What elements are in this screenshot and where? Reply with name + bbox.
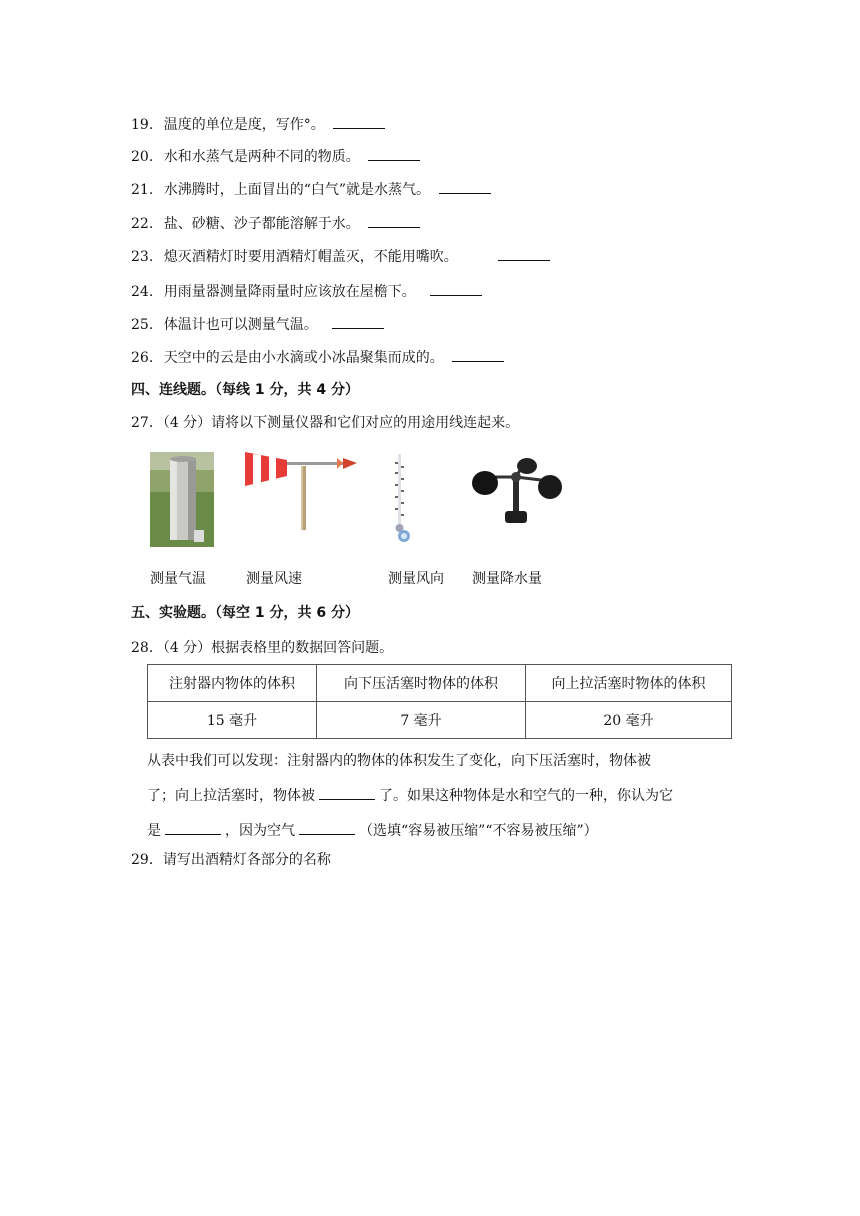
answer-text: 了；向上拉活塞时，物体被 (147, 788, 315, 804)
question-19 (131, 116, 385, 134)
caption-temperature: 测量气温 (150, 571, 206, 587)
answer-blank[interactable] (439, 181, 491, 194)
table-header-cell: 向下压活塞时物体的体积 (317, 665, 526, 702)
caption-precipitation: 测量降水量 (472, 571, 542, 587)
windsock-image[interactable] (243, 448, 359, 532)
caption-wind-direction: 测量风向 (388, 571, 444, 587)
question-number: 24. (131, 284, 154, 300)
answer-text: 是 (147, 823, 161, 839)
question-number: 19. (131, 117, 154, 133)
rain-gauge-image[interactable] (150, 452, 214, 547)
windsock-icon (243, 448, 359, 532)
answer-blank[interactable] (319, 787, 375, 800)
rain-gauge-icon (150, 452, 214, 547)
anemometer-icon (471, 457, 563, 527)
answer-line-1: 从表中我们可以发现：注射器内的物体的体积发生了变化，向下压活塞时，物体被 (147, 753, 651, 769)
section-title-experiment: 五、实验题。（每空 1 分，共 6 分） (131, 605, 359, 621)
table-cell: 20 毫升 (526, 702, 732, 739)
question-22 (131, 215, 420, 233)
answer-text: 了。如果这种物体是水和空气的一种，你认为它 (379, 788, 673, 804)
answer-blank[interactable] (430, 283, 482, 296)
question-26 (131, 349, 504, 367)
table-header-cell: 向上拉活塞时物体的体积 (526, 665, 732, 702)
question-text: 体温计也可以测量气温。 (163, 317, 318, 333)
caption-wind-speed: 测量风速 (246, 571, 302, 587)
answer-blank[interactable] (452, 349, 504, 362)
question-text: 熄灭酒精灯时要用酒精灯帽盖灭，不能用嘴吹。 (163, 249, 458, 265)
answer-blank[interactable] (368, 148, 420, 161)
answer-blank[interactable] (333, 116, 385, 129)
question-number: 23. (131, 249, 154, 265)
table-cell: 7 毫升 (317, 702, 526, 739)
answer-blank[interactable] (165, 822, 221, 835)
answer-line-2 (147, 779, 737, 814)
answer-text: （选填“容易被压缩”“不容易被压缩”） (359, 823, 598, 839)
table-cell: 15 毫升 (148, 702, 317, 739)
thermometer-image[interactable] (386, 452, 414, 544)
table-row (148, 702, 732, 739)
question-number: 25. (131, 317, 154, 333)
question-25 (131, 316, 384, 334)
answer-blank[interactable] (368, 215, 420, 228)
section-title-matching: 四、连线题。（每线 1 分，共 4 分） (131, 382, 359, 398)
answer-text: ，因为空气 (225, 823, 295, 839)
answer-paragraph (147, 744, 737, 849)
question-number: 22. (131, 216, 154, 232)
thermometer-icon (386, 452, 414, 544)
question-text: 水和水蒸气是两种不同的物质。 (163, 149, 360, 165)
question-23 (131, 248, 550, 266)
question-text: 水沸腾时，上面冒出的“白气”就是水蒸气。 (163, 182, 431, 198)
question-24 (131, 283, 482, 301)
question-20 (131, 148, 420, 166)
question-28: 28．（4 分）根据表格里的数据回答问题。 (131, 640, 394, 656)
answer-blank[interactable] (299, 822, 355, 835)
question-number: 26. (131, 350, 154, 366)
answer-blank[interactable] (332, 316, 384, 329)
question-21 (131, 181, 491, 199)
table-header-cell: 注射器内物体的体积 (148, 665, 317, 702)
question-text: 盐、砂糖、沙子都能溶解于水。 (163, 216, 360, 232)
question-number: 21. (131, 182, 154, 198)
anemometer-image[interactable] (471, 457, 563, 527)
answer-blank[interactable] (498, 248, 550, 261)
table-header-row (148, 665, 732, 702)
question-number: 20. (131, 149, 154, 165)
data-table (147, 664, 732, 739)
question-text: 用雨量器测量降雨量时应该放在屋檐下。 (163, 284, 416, 300)
question-27: 27．（4 分）请将以下测量仪器和它们对应的用途用线连起来。 (131, 415, 520, 431)
question-text: 温度的单位是度，写作°。 (163, 117, 325, 133)
question-text: 天空中的云是由小水滴或小冰晶聚集而成的。 (163, 350, 444, 366)
question-29: 29．请写出酒精灯各部分的名称 (131, 852, 331, 868)
answer-line-3 (147, 814, 737, 849)
